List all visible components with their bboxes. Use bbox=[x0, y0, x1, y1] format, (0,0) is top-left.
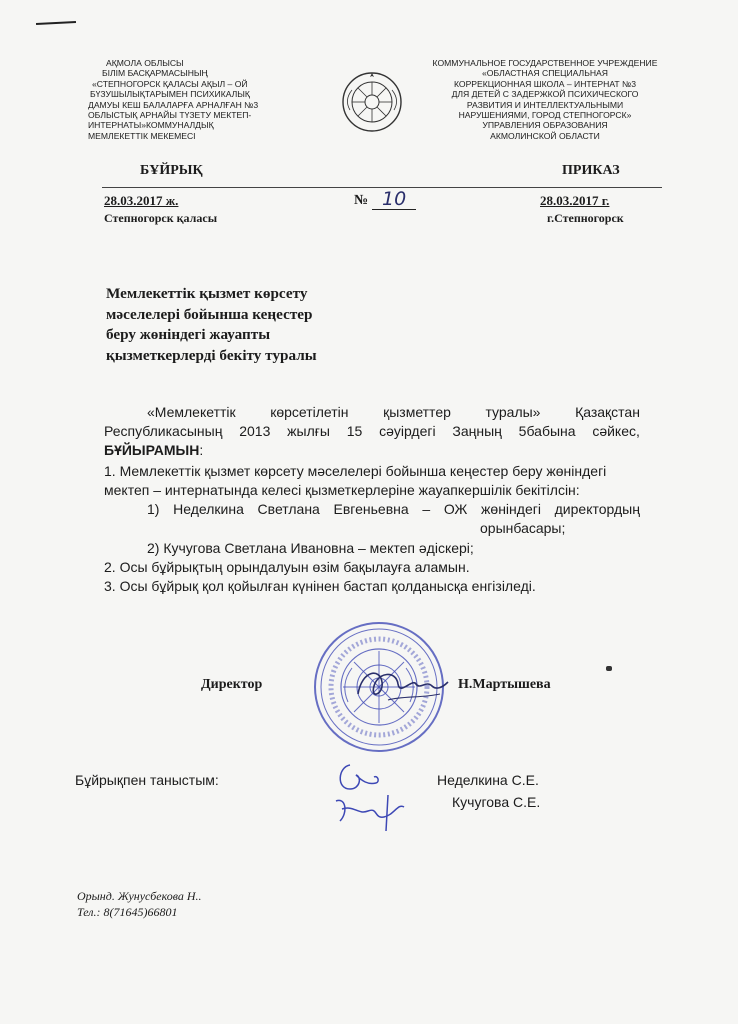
title-line: Мемлекеттік қызмет көрсету bbox=[106, 285, 308, 302]
director-signature-icon bbox=[352, 660, 452, 708]
word: 15 bbox=[346, 423, 363, 439]
header-left-line: БҮЗУШЫЛЫҚТАРЫМЕН ПСИХИКАЛЫҚ bbox=[90, 89, 250, 100]
number-label: № bbox=[354, 193, 369, 208]
word: қызметтер bbox=[383, 404, 451, 420]
word: ОЖ bbox=[443, 501, 468, 517]
subitem-1-continuation: орынбасары; bbox=[480, 520, 566, 536]
state-emblem-icon bbox=[340, 70, 404, 134]
header-left-line: ИНТЕРНАТЫ»КОММУНАЛДЫҚ bbox=[88, 120, 214, 131]
word: Заңның bbox=[452, 423, 502, 439]
acknowledgement-label: Бұйрықпен таныстым: bbox=[75, 772, 219, 788]
word: Евгеньевна bbox=[333, 501, 409, 517]
date-kz: 28.03.2017 ж. bbox=[104, 193, 179, 208]
order-verb-colon: : bbox=[199, 442, 204, 458]
header-right-line: РАЗВИТИЯ И ИНТЕЛЛЕКТУАЛЬНЫМИ bbox=[466, 99, 624, 110]
word: сәйкес, bbox=[592, 423, 640, 439]
header-left-line: ДАМУЫ КЕШ БАЛАЛАРҒА АРНАЛҒАН №3 bbox=[88, 99, 259, 110]
title-line: қызметкерлерді бекіту туралы bbox=[106, 346, 317, 364]
word: Неделкина bbox=[173, 501, 244, 517]
word: директордың bbox=[554, 501, 640, 517]
word: «Мемлекеттік bbox=[147, 404, 236, 420]
word: 2013 bbox=[239, 423, 271, 439]
word: жөніндегі bbox=[481, 501, 541, 517]
header-right-line: ДЛЯ ДЕТЕЙ С ЗАДЕРЖКОЙ ПСИХИЧЕСКОГО bbox=[451, 89, 639, 100]
header-left-line: АҚМОЛА ОБЛЫСЫ bbox=[106, 58, 184, 68]
item-3: 3. Осы бұйрық қол қойылған күнінен бастап қолданысқа енгізіледі. bbox=[104, 578, 536, 594]
header-right-line: УПРАВЛЕНИЯ ОБРАЗОВАНИЯ bbox=[482, 120, 608, 131]
header-left-line: БІЛІМ БАСҚАРМАСЫНЫҢ bbox=[102, 68, 208, 79]
title-line: мәселелері бойынша кеңестер bbox=[106, 305, 313, 323]
order-title bbox=[106, 284, 346, 366]
doc-type-kz: БҰЙРЫҚ bbox=[140, 163, 203, 178]
header-left-line: «СТЕПНОГОРСК ҚАЛАСЫ АҚЫЛ – ОЙ bbox=[92, 78, 248, 89]
word: Светлана bbox=[257, 501, 320, 517]
acknowledgement-signatures-icon bbox=[328, 755, 424, 839]
city-kz: Степногорск қаласы bbox=[104, 211, 218, 225]
order-verb-bold: БҰЙЫРАМЫН bbox=[104, 442, 200, 458]
body-paragraph-line1 bbox=[147, 403, 640, 422]
item-2: 2. Осы бұйрықтың орындалуын өзім бақылауға аламын. bbox=[104, 559, 470, 575]
word: – bbox=[422, 501, 431, 517]
footer-phone: Тел.: 8(71645)66801 bbox=[77, 905, 178, 919]
doc-type-ru: ПРИКАЗ bbox=[562, 163, 620, 178]
header-left-line: МЕМЛЕКЕТТІК МЕКЕМЕСІ bbox=[88, 130, 196, 141]
header-right-line: «ОБЛАСТНАЯ СПЕЦИАЛЬНАЯ bbox=[482, 68, 608, 79]
word: көрсетілетін bbox=[270, 404, 349, 420]
word: сәуірдегі bbox=[379, 423, 436, 439]
number-value-handwritten: 10 bbox=[382, 188, 407, 210]
subitem-1 bbox=[147, 500, 640, 519]
city-ru: г.Степногорск bbox=[547, 211, 624, 225]
ink-speck bbox=[606, 666, 612, 671]
header-left-institution bbox=[88, 58, 293, 141]
word: туралы» bbox=[485, 404, 541, 420]
word: 1) bbox=[147, 501, 160, 517]
header-right-line: НАРУШЕНИЯМИ, ГОРОД СТЕПНОГОРСК» bbox=[458, 110, 632, 121]
header-right-line: КОММУНАЛЬНОЕ ГОСУДАРСТВЕННОЕ УЧРЕЖДЕНИЕ bbox=[432, 58, 658, 68]
date-ru: 28.03.2017 г. bbox=[540, 193, 610, 208]
header-right-line: АКМОЛИНСКОЙ ОБЛАСТИ bbox=[490, 130, 600, 141]
title-line: беру жөніндегі жауапты bbox=[106, 326, 271, 343]
word: Қазақстан bbox=[575, 404, 640, 420]
acknowledgement-name-2: Кучугова С.Е. bbox=[452, 794, 541, 810]
order-verb bbox=[104, 441, 203, 460]
word: жылғы bbox=[287, 423, 330, 439]
corner-mark bbox=[36, 21, 76, 25]
item-1-line1: 1. Мемлекеттік қызмет көрсету мәселелері бойынша кеңестер беру жөніндегі bbox=[104, 463, 607, 479]
header-left-line: ОБЛЫСТЫҚ АРНАЙЫ ТҮЗЕТУ МЕКТЕП- bbox=[88, 110, 252, 121]
body-paragraph-line2 bbox=[104, 422, 640, 441]
header-right-institution bbox=[410, 58, 680, 141]
acknowledgement-name-1: Неделкина С.Е. bbox=[437, 772, 539, 788]
subitem-2: 2) Кучугова Светлана Ивановна – мектеп әдіскері; bbox=[147, 540, 474, 556]
item-1-line2: мектеп – интернатында келесі қызметкерлеріне жауапкершілік бекітілсін: bbox=[104, 482, 580, 498]
footer-executor: Орынд. Жунусбекова Н.. bbox=[77, 889, 202, 903]
signature-position: Директор bbox=[201, 677, 263, 692]
header-right-line: КОРРЕКЦИОННАЯ ШКОЛА – ИНТЕРНАТ №3 bbox=[453, 78, 637, 89]
word: Республикасының bbox=[104, 423, 223, 439]
word: 5бабына bbox=[518, 423, 576, 439]
signature-name: Н.Мартышева bbox=[458, 677, 551, 692]
